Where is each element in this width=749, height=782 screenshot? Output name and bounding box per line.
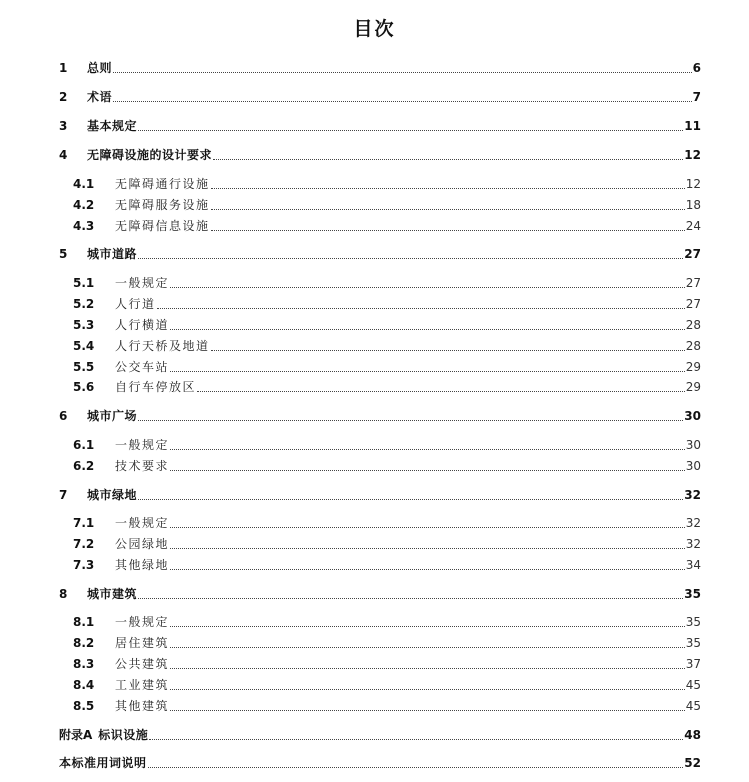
toc-entry-label: 公交车站: [115, 360, 170, 374]
toc-section-entry[interactable]: [73, 275, 701, 291]
toc-entry-page-number: 27: [685, 276, 701, 290]
dot-leader: [138, 499, 683, 500]
dot-leader: [170, 548, 685, 549]
toc-entry-page-number: 12: [685, 177, 701, 191]
toc-section-entry[interactable]: [73, 458, 701, 474]
toc-entry-number: 4.2: [73, 198, 95, 212]
toc-entry-number: 4: [59, 148, 68, 162]
toc-entry-number: 4.3: [73, 219, 95, 233]
toc-entry-label: 工业建筑: [115, 678, 170, 692]
toc-entry-page-number: 29: [685, 360, 701, 374]
toc-entry-number: 5.5: [73, 360, 95, 374]
toc-entry-label: 总则: [87, 61, 113, 75]
toc-entry-label: 城市绿地: [87, 488, 138, 502]
toc-entry-page-number: 30: [685, 459, 701, 473]
toc-section-entry[interactable]: [73, 635, 701, 651]
toc-section-entry[interactable]: [73, 557, 701, 573]
toc-entry-number: 7.2: [73, 537, 95, 551]
dot-leader: [170, 449, 685, 450]
toc-entry-page-number: 45: [685, 699, 701, 713]
toc-entry-page-number: 35: [684, 587, 701, 601]
toc-entry-number: 3: [59, 119, 68, 133]
toc-entry-page-number: 18: [685, 198, 701, 212]
toc-entry-number: 5.4: [73, 339, 95, 353]
dot-leader: [138, 130, 683, 131]
toc-entry-page-number: 12: [684, 148, 701, 162]
toc-entry-label: 一般规定: [115, 438, 170, 452]
toc-section-entry[interactable]: [73, 218, 701, 234]
toc-entry-page-number: 32: [685, 537, 701, 551]
toc-chapter-entry[interactable]: [59, 727, 701, 743]
toc-entry-number: 5: [59, 247, 68, 261]
dot-leader: [170, 329, 685, 330]
toc-entry-page-number: 27: [685, 297, 701, 311]
dot-leader: [138, 598, 683, 599]
dot-leader: [211, 350, 685, 351]
toc-chapter-entry[interactable]: [59, 586, 701, 602]
toc-entry-page-number: 30: [684, 409, 701, 423]
toc-entry-number: 6.1: [73, 438, 95, 452]
dot-leader: [170, 569, 685, 570]
toc-entry-label: 一般规定: [115, 276, 170, 290]
toc-entry-page-number: 30: [685, 438, 701, 452]
dot-leader: [113, 101, 692, 102]
toc-entry-label: 居住建筑: [115, 636, 170, 650]
toc-entry-label: 术语: [87, 90, 113, 104]
toc-entry-label: 公共建筑: [115, 657, 170, 671]
toc-section-entry[interactable]: [73, 317, 701, 333]
toc-section-entry[interactable]: [73, 197, 701, 213]
toc-entry-label: 标识设施: [98, 728, 149, 742]
toc-entry-number: 6.2: [73, 459, 95, 473]
toc-entry-number: 7: [59, 488, 68, 502]
toc-entry-number: 1: [59, 61, 68, 75]
toc-entry-label: 无障碍通行设施: [115, 177, 210, 191]
toc-entry-page-number: 34: [685, 558, 701, 572]
toc-chapter-entry[interactable]: [59, 89, 701, 105]
toc-entry-label: 人行天桥及地道: [115, 339, 210, 353]
toc-entry-label: 无障碍信息设施: [115, 219, 210, 233]
toc-section-entry[interactable]: [73, 677, 701, 693]
dot-leader: [170, 470, 685, 471]
toc-entry-label: 其他绿地: [115, 558, 170, 572]
toc-entry-label: 自行车停放区: [115, 380, 197, 394]
dot-leader: [211, 230, 685, 231]
dot-leader: [170, 689, 685, 690]
toc-chapter-entry[interactable]: [59, 147, 701, 163]
toc-section-entry[interactable]: [73, 437, 701, 453]
toc-entry-page-number: 52: [684, 756, 701, 770]
dot-leader: [211, 209, 685, 210]
toc-section-entry[interactable]: [73, 536, 701, 552]
dot-leader: [170, 647, 685, 648]
toc-entry-page-number: 28: [685, 318, 701, 332]
toc-entry-page-number: 48: [684, 728, 701, 742]
toc-entry-number: 5.3: [73, 318, 95, 332]
dot-leader: [170, 287, 685, 288]
toc-entry-page-number: 45: [685, 678, 701, 692]
toc-entry-page-number: 37: [685, 657, 701, 671]
toc-entry-page-number: 32: [684, 488, 701, 502]
toc-section-entry[interactable]: [73, 614, 701, 630]
toc-chapter-entry[interactable]: [59, 118, 701, 134]
toc-entry-number: 6: [59, 409, 68, 423]
toc-entry-page-number: 29: [685, 380, 701, 394]
toc-section-entry[interactable]: [73, 656, 701, 672]
toc-entry-number: 8.2: [73, 636, 95, 650]
toc-entry-number: 8.5: [73, 699, 95, 713]
dot-leader: [213, 159, 683, 160]
toc-entry-label: 人行道: [115, 297, 156, 311]
toc-entry-page-number: 35: [685, 636, 701, 650]
dot-leader: [170, 626, 685, 627]
dot-leader: [211, 188, 685, 189]
dot-leader: [157, 308, 685, 309]
toc-entry-number: 8.3: [73, 657, 95, 671]
toc-entry-page-number: 7: [692, 90, 701, 104]
toc-entry-page-number: 24: [685, 219, 701, 233]
toc-entry-label: 城市道路: [87, 247, 138, 261]
toc-entry-page-number: 28: [685, 339, 701, 353]
dot-leader: [197, 391, 685, 392]
toc-section-entry[interactable]: [73, 176, 701, 192]
dot-leader: [170, 668, 685, 669]
page-title: 目次: [353, 18, 396, 40]
toc-entry-label: 人行横道: [115, 318, 170, 332]
toc-section-entry[interactable]: [73, 359, 701, 375]
toc-entry-number: 2: [59, 90, 68, 104]
dot-leader: [113, 72, 692, 73]
toc-entry-page-number: 6: [692, 61, 701, 75]
dot-leader: [148, 767, 684, 768]
toc-entry-number: 附录A: [59, 728, 93, 742]
toc-entry-number: 5.6: [73, 380, 95, 394]
toc-section-entry[interactable]: [73, 515, 701, 531]
toc-entry-number: 5.2: [73, 297, 95, 311]
toc-entry-label: 技术要求: [115, 459, 170, 473]
toc-entry-number: 8.4: [73, 678, 95, 692]
dot-leader: [170, 527, 685, 528]
dot-leader: [170, 371, 685, 372]
toc-entry-page-number: 32: [685, 516, 701, 530]
toc-chapter-entry[interactable]: [59, 60, 701, 76]
toc-entry-label: 基本规定: [87, 119, 138, 133]
toc-entry-label: 城市建筑: [87, 587, 138, 601]
toc-entry-label: 一般规定: [115, 516, 170, 530]
toc-section-entry[interactable]: [73, 379, 701, 395]
toc-entry-number: 8: [59, 587, 68, 601]
toc-entry-number: 7.1: [73, 516, 95, 530]
toc-entry-number: 8.1: [73, 615, 95, 629]
toc-chapter-entry[interactable]: [59, 755, 701, 771]
dot-leader: [170, 710, 685, 711]
toc-entry-number: 7.3: [73, 558, 95, 572]
toc-entry-page-number: 35: [685, 615, 701, 629]
toc-entry-page-number: 11: [684, 119, 701, 133]
toc-section-entry[interactable]: [73, 338, 701, 354]
toc-chapter-entry[interactable]: [59, 487, 701, 503]
toc-entry-number: 5.1: [73, 276, 95, 290]
dot-leader: [138, 258, 683, 259]
toc-entry-label: 本标准用词说明: [59, 756, 147, 770]
toc-entry-number: 4.1: [73, 177, 95, 191]
toc-entry-label: 公园绿地: [115, 537, 170, 551]
toc-entry-label: 无障碍设施的设计要求: [87, 148, 213, 162]
toc-chapter-entry[interactable]: [59, 246, 701, 262]
toc-section-entry[interactable]: [73, 698, 701, 714]
toc-entry-label: 一般规定: [115, 615, 170, 629]
toc-entry-page-number: 27: [684, 247, 701, 261]
toc-entry-label: 城市广场: [87, 409, 138, 423]
toc-entry-label: 其他建筑: [115, 699, 170, 713]
toc-entry-label: 无障碍服务设施: [115, 198, 210, 212]
toc-section-entry[interactable]: [73, 296, 701, 312]
toc-chapter-entry[interactable]: [59, 408, 701, 424]
dot-leader: [149, 739, 683, 740]
dot-leader: [138, 420, 683, 421]
